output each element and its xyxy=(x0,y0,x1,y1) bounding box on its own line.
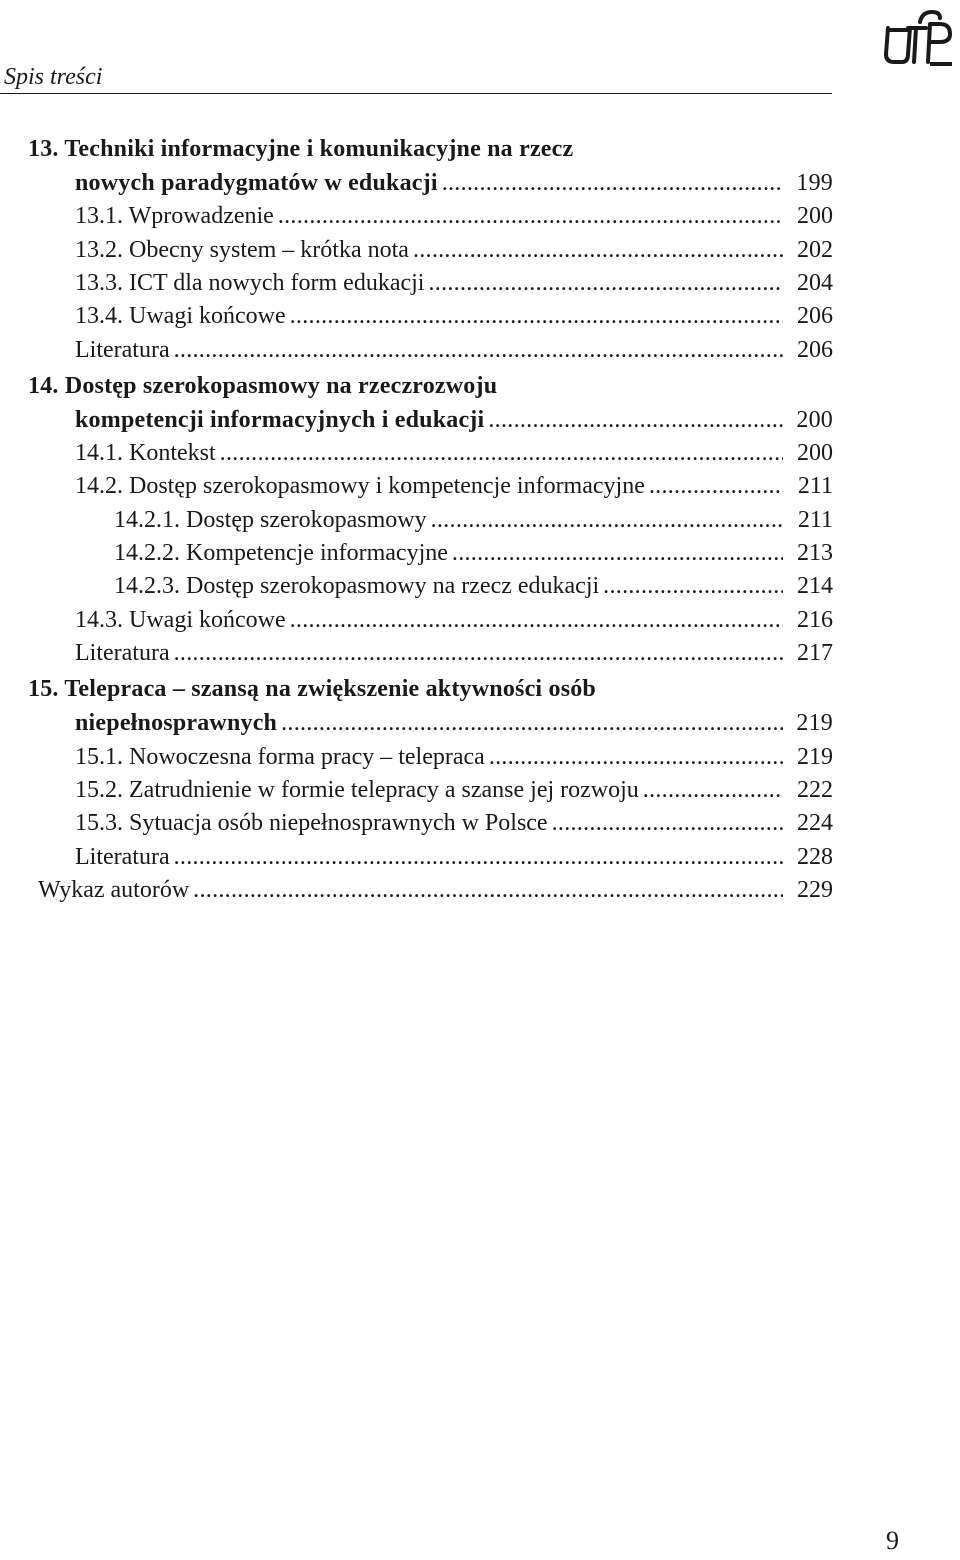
toc-entry[interactable] xyxy=(75,841,833,874)
toc-entry[interactable] xyxy=(114,537,833,570)
toc-entry-title: Literatura xyxy=(75,844,170,870)
page-header-title: Spis treści xyxy=(4,64,103,90)
toc-entry[interactable] xyxy=(75,741,833,774)
toc-leader-dots xyxy=(431,504,783,537)
toc-entry-title: Literatura xyxy=(75,640,170,666)
toc-entry[interactable] xyxy=(75,234,833,267)
toc-entry[interactable] xyxy=(75,470,833,503)
toc-page-number: 219 xyxy=(797,744,833,770)
toc-leader-dots xyxy=(174,841,783,874)
toc-leader-dots xyxy=(413,234,783,267)
toc-entry[interactable] xyxy=(114,504,833,537)
toc-page-number: 199 xyxy=(796,170,833,196)
toc-page-number: 229 xyxy=(797,877,833,903)
toc-entry-title: 13.4. Uwagi końcowe xyxy=(75,303,286,329)
toc-chapter-number: 13. xyxy=(28,136,59,162)
toc-chapter-title: Dostęp szerokopasmowy na rzeczrozwoju xyxy=(64,373,498,399)
toc-chapter-title: kompetencji informacyjnych i edukacji xyxy=(75,407,485,433)
toc-chapter-13-line1[interactable] xyxy=(28,133,573,166)
toc-entry-title: 14.1. Kontekst xyxy=(75,440,216,466)
toc-entry[interactable] xyxy=(75,300,833,333)
toc-entry[interactable] xyxy=(75,807,833,840)
toc-chapter-14-line2[interactable] xyxy=(75,404,833,437)
toc-entry[interactable] xyxy=(114,570,833,603)
toc-chapter-13-line2[interactable] xyxy=(75,167,833,200)
toc-page-number: 206 xyxy=(797,303,833,329)
toc-chapter-number: 14. xyxy=(28,373,59,399)
toc-leader-dots xyxy=(442,167,783,200)
toc-entry[interactable] xyxy=(75,200,833,233)
toc-chapter-14-line1[interactable] xyxy=(28,370,497,403)
toc-chapter-15-line2[interactable] xyxy=(75,707,833,740)
toc-leader-dots xyxy=(489,741,783,774)
toc-page-number: 202 xyxy=(797,237,833,263)
toc-page-number: 211 xyxy=(797,507,833,533)
toc-entry-title: Wykaz autorów xyxy=(38,877,190,903)
toc-entry-title: 14.2.2. Kompetencje informacyjne xyxy=(114,540,448,566)
toc-entry-title: 14.2. Dostęp szerokopasmowy i kompetencje informacyjne xyxy=(75,473,645,499)
toc-leader-dots xyxy=(174,637,783,670)
toc-page-number: 204 xyxy=(797,270,833,296)
toc-entry-title: 15.1. Nowoczesna forma pracy – telepraca xyxy=(75,744,485,770)
toc-page-number: 200 xyxy=(797,440,833,466)
toc-leader-dots xyxy=(220,437,783,470)
toc-page-number: 200 xyxy=(797,203,833,229)
toc-entry[interactable] xyxy=(75,637,833,670)
toc-leader-dots xyxy=(603,570,783,603)
toc-page-number: 217 xyxy=(797,640,833,666)
toc-leader-dots xyxy=(290,604,783,637)
toc-entry[interactable] xyxy=(75,437,833,470)
toc-page-number: 200 xyxy=(796,407,833,433)
toc-entry[interactable] xyxy=(75,774,833,807)
toc-entry-title: 15.2. Zatrudnienie w formie telepracy a szanse jej rozwoju xyxy=(75,777,639,803)
toc-entry[interactable] xyxy=(75,334,833,367)
toc-chapter-title: nowych paradygmatów w edukacji xyxy=(75,170,438,196)
toc-entry-title: 13.2. Obecny system – krótka nota xyxy=(75,237,409,263)
toc-leader-dots xyxy=(428,267,783,300)
toc-leader-dots xyxy=(452,537,783,570)
toc-page-number: 213 xyxy=(797,540,833,566)
toc-entry-title: 14.2.1. Dostęp szerokopasmowy xyxy=(114,507,427,533)
toc-entry[interactable] xyxy=(75,267,833,300)
toc-chapter-title: niepełnosprawnych xyxy=(75,710,278,736)
toc-page-number: 222 xyxy=(797,777,833,803)
toc-page-number: 206 xyxy=(797,337,833,363)
toc-entry[interactable] xyxy=(75,604,833,637)
footer-page-number: 9 xyxy=(886,1526,899,1555)
toc-entry-title: Literatura xyxy=(75,337,170,363)
toc-entry-title: 13.3. ICT dla nowych form edukacji xyxy=(75,270,425,296)
toc-page-number: 214 xyxy=(797,573,833,599)
toc-entry-title: 13.1. Wprowadzenie xyxy=(75,203,274,229)
toc-chapter-15-line1[interactable] xyxy=(28,673,596,706)
toc-leader-dots xyxy=(488,404,783,437)
toc-page-number: 228 xyxy=(797,844,833,870)
toc-page-number: 211 xyxy=(797,473,833,499)
toc-leader-dots xyxy=(649,470,783,503)
toc-leader-dots xyxy=(552,807,783,840)
toc-chapter-number: 15. xyxy=(28,676,59,702)
toc-leader-dots xyxy=(193,874,783,907)
toc-leader-dots xyxy=(281,707,783,740)
toc-entry-title: 14.3. Uwagi końcowe xyxy=(75,607,286,633)
toc-leader-dots xyxy=(174,334,783,367)
toc-page-number: 216 xyxy=(797,607,833,633)
toc-entry[interactable] xyxy=(38,874,833,907)
toc-entry-title: 15.3. Sytuacja osób niepełnosprawnych w Polsce xyxy=(75,810,548,836)
toc-leader-dots xyxy=(290,300,783,333)
toc-chapter-title: Techniki informacyjne i komunikacyjne na rzecz xyxy=(64,136,574,162)
toc-leader-dots xyxy=(643,774,783,807)
toc-chapter-title: Telepraca – szansą na zwiększenie aktywności osób xyxy=(64,676,596,702)
toc-entry-title: 14.2.3. Dostęp szerokopasmowy na rzecz edukacji xyxy=(114,573,600,599)
toc-page-number: 224 xyxy=(797,810,833,836)
toc-leader-dots xyxy=(278,200,783,233)
toc-page-number: 219 xyxy=(796,710,833,736)
